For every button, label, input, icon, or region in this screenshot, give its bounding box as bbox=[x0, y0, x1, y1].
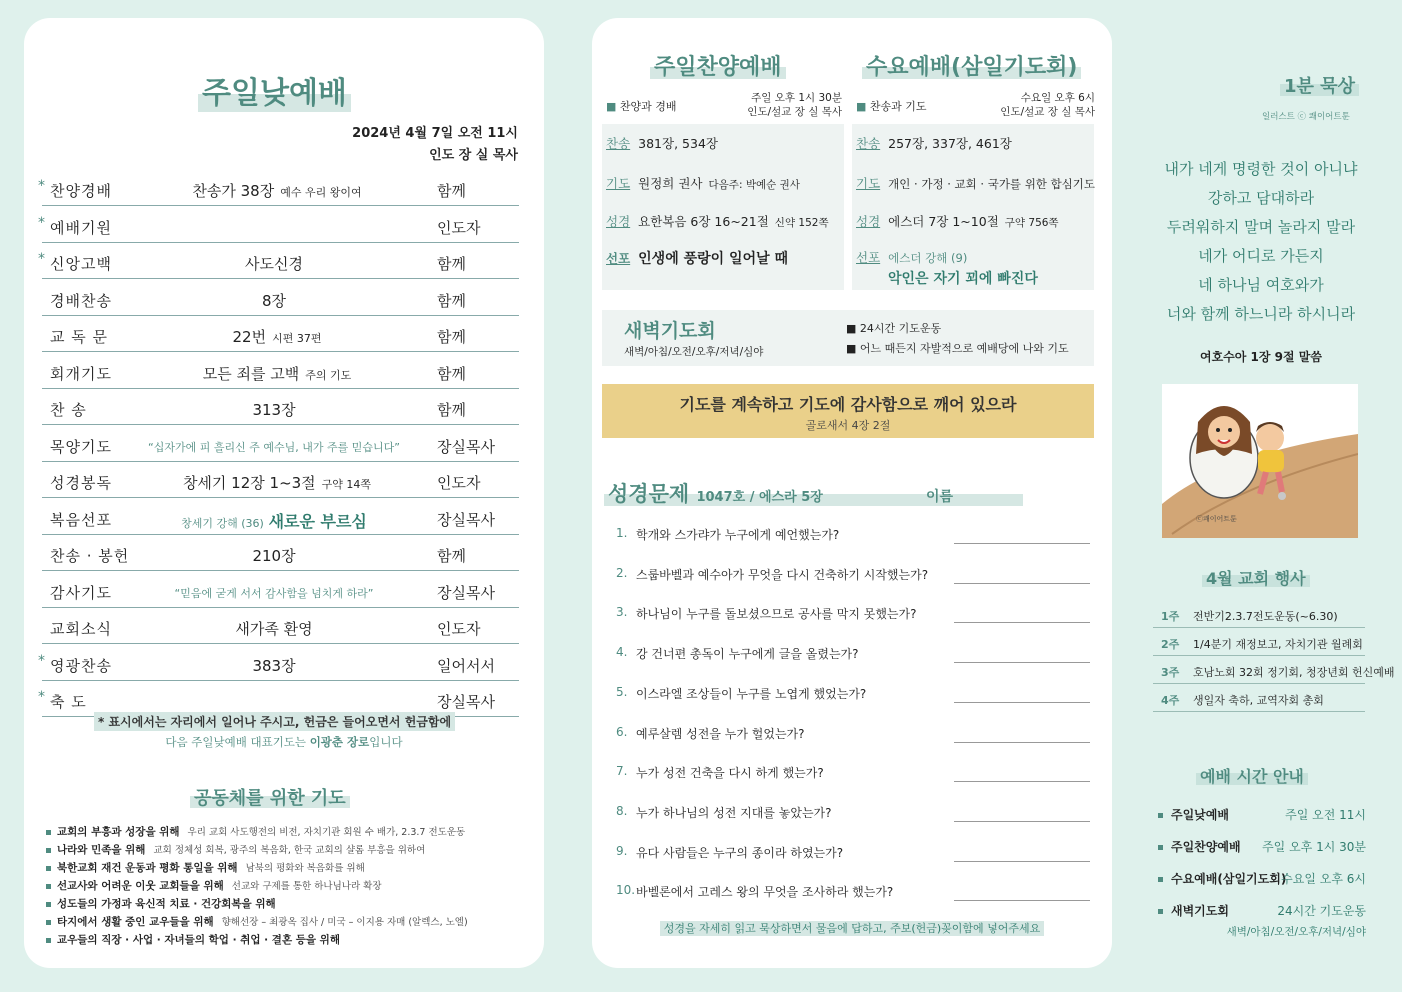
order-sub: 예수 우리 왕이여 bbox=[280, 186, 362, 199]
afternoon-title: 주일찬양예배 bbox=[654, 50, 782, 81]
bullet-icon bbox=[46, 920, 51, 925]
question-number: 5. bbox=[616, 684, 628, 699]
quiz-question bbox=[616, 879, 1090, 907]
quiz-question bbox=[616, 840, 1090, 868]
order-sub: 구약 14쪽 bbox=[321, 478, 372, 491]
next-prayer-note: 다음 주일낮예배 대표기도는 이광춘 장로입니다 bbox=[165, 735, 403, 749]
order-role: 일어서서 bbox=[437, 656, 495, 675]
order-main: 8장 bbox=[261, 291, 287, 310]
order-role: 함께 bbox=[437, 401, 466, 419]
order-content bbox=[142, 618, 412, 639]
quiz-question bbox=[616, 601, 1090, 629]
order-content bbox=[142, 509, 412, 532]
question-text: 예루살렘 성전을 누가 헐었는가? bbox=[636, 726, 805, 741]
service-time: 주일 오후 1시 30분 bbox=[1262, 840, 1366, 854]
verse-line: 두려워하지 말며 놀라지 말라 bbox=[1166, 218, 1356, 236]
wednesday-leader: 인도/설교 장 실 목사 bbox=[1000, 106, 1095, 118]
banner-ref: 골로새서 4장 2절 bbox=[805, 419, 891, 432]
order-label: 축 도 bbox=[50, 693, 87, 711]
prayer-item bbox=[46, 914, 468, 929]
order-content bbox=[142, 655, 412, 676]
dawn-prayer-box bbox=[602, 310, 1094, 366]
stand-marker: * bbox=[38, 689, 45, 705]
order-main: 창세기 12장 1~3절 bbox=[182, 474, 316, 492]
answer-line[interactable] bbox=[954, 742, 1090, 743]
event-text: 생일자 축하, 교역자회 총회 bbox=[1193, 694, 1324, 707]
quiz-question bbox=[616, 800, 1090, 828]
event-text: 1/4분기 재정보고, 자치기관 월례회 bbox=[1193, 638, 1363, 651]
answer-line[interactable] bbox=[954, 861, 1090, 862]
question-number: 3. bbox=[616, 605, 628, 620]
order-content bbox=[142, 691, 412, 709]
order-label: 찬양경배 bbox=[50, 182, 112, 200]
sunday-service-panel bbox=[24, 18, 544, 968]
quiz-question bbox=[616, 681, 1090, 709]
order-main: 찬송가 38장 bbox=[192, 182, 275, 200]
order-role: 인도자 bbox=[437, 218, 481, 237]
dawn-bullet-1: ■ 24시간 기도운동 bbox=[846, 322, 942, 335]
wednesday-box: 찬송 257장, 337장, 461장 기도 개인 · 가정 · 교회 · 국가를 위한 합심기도 성경 에스더 7장 1~10절 구약 756쪽 선포 에스더 강해 (9) 악인은 자기 꾀에 빠진다 bbox=[852, 124, 1094, 290]
afternoon-leader: 인도/설교 장 실 목사 bbox=[747, 106, 842, 118]
event-row bbox=[1153, 658, 1395, 684]
question-number: 2. bbox=[616, 565, 628, 580]
order-role: 인도자 bbox=[437, 474, 481, 492]
order-role: 인도자 bbox=[437, 620, 481, 638]
order-label: 목양기도 bbox=[50, 437, 112, 456]
order-main: “십자가에 피 흘리신 주 예수님, 내가 주를 믿습니다” bbox=[148, 440, 400, 454]
afternoon-time: 주일 오후 1시 30분 bbox=[751, 92, 842, 104]
dawn-title: 새벽기도회 bbox=[624, 320, 716, 342]
quiz-question bbox=[616, 562, 1090, 590]
question-text: 스룹바벨과 예수아가 무엇을 다시 건축하기 시작했는가? bbox=[636, 567, 929, 582]
events-title: 4월 교회 행사 bbox=[1206, 566, 1306, 589]
illustration-credit: 일러스트 ⓒ 쾌이어트툰 bbox=[1262, 112, 1350, 122]
meditation-title: 1분 묵상 bbox=[1284, 72, 1355, 98]
order-content bbox=[142, 290, 412, 311]
quiz-footer: 성경을 자세히 읽고 묵상하면서 물음에 답하고, 주보(헌금)꽂이함에 넣어주세요 bbox=[592, 920, 1112, 936]
order-content bbox=[142, 253, 412, 274]
bullet-icon bbox=[46, 938, 51, 943]
order-role: 장실목사 bbox=[437, 583, 495, 602]
order-role: 함께 bbox=[437, 255, 466, 273]
event-week: 3주 bbox=[1161, 666, 1180, 679]
prayer-detail: 선교와 구제를 통한 하나님나라 확장 bbox=[231, 881, 382, 892]
afternoon-box: 찬송 381장, 534장 기도 원정희 권사 다음주: 박예순 권사 성경 요한복음 6장 16~21절 신약 152쪽 선포 인생에 풍랑이 일어날 때 bbox=[602, 124, 844, 290]
answer-line[interactable] bbox=[954, 900, 1090, 901]
sunday-title: 주일낮예배 bbox=[202, 68, 347, 112]
service-name: 주일찬양예배 bbox=[1171, 840, 1241, 854]
quiz-question bbox=[616, 760, 1090, 788]
order-content bbox=[142, 180, 412, 201]
scripture-banner bbox=[602, 384, 1094, 438]
question-number: 4. bbox=[616, 645, 628, 660]
answer-line[interactable] bbox=[954, 821, 1090, 822]
prayer-detail: 교회 정체성 회복, 광주의 복음화, 한국 교회의 샬롬 부흥을 위하여 bbox=[153, 845, 426, 856]
verse-line: 너와 함께 하느니라 하시니라 bbox=[1166, 305, 1356, 323]
bullet-icon bbox=[46, 848, 51, 853]
wednesday-tag: ■ 찬송과 기도 bbox=[856, 100, 927, 113]
order-role: 함께 bbox=[437, 364, 466, 383]
verse-line: 강하고 담대하라 bbox=[1207, 189, 1315, 207]
verse-line: 네 하나님 여호와가 bbox=[1198, 276, 1324, 294]
prayer-item bbox=[46, 824, 465, 839]
dawn-times-sub: 새벽/아침/오전/오후/저녁/심야 bbox=[1226, 926, 1366, 938]
community-prayer-title: 공동체를 위한 기도 bbox=[194, 784, 346, 810]
service-name: 새벽기도회 bbox=[1171, 904, 1229, 918]
bullet-icon bbox=[1158, 845, 1163, 850]
order-role: 함께 bbox=[437, 182, 466, 200]
prayer-item bbox=[46, 878, 382, 893]
prayer-detail: 향해선장 – 최광옥 집사 / 미국 – 이지용 자매 (알렉스, 노엘) bbox=[221, 917, 468, 928]
quiz-question bbox=[616, 641, 1090, 669]
illustration-credit-small: ⓒ쾌이어트툰 bbox=[1196, 515, 1237, 523]
prayer-title: 교우들의 직장 · 사업 · 자녀들의 학업 · 취업 · 결혼 등을 위해 bbox=[57, 934, 340, 946]
order-row bbox=[42, 543, 519, 571]
dawn-times: 새벽/아침/오전/오후/저녁/심야 bbox=[624, 346, 764, 358]
question-number: 8. bbox=[616, 803, 628, 818]
prayer-title: 북한교회 재건 운동과 평화 통일을 위해 bbox=[57, 862, 238, 874]
question-number: 10. bbox=[616, 883, 636, 898]
order-row bbox=[42, 580, 519, 608]
wednesday-time: 수요일 오후 6시 bbox=[1020, 92, 1095, 104]
order-label: 교 독 문 bbox=[50, 328, 109, 346]
bullet-icon bbox=[1158, 877, 1163, 882]
answer-line[interactable] bbox=[954, 781, 1090, 782]
order-role: 함께 bbox=[437, 328, 466, 346]
quiz-question bbox=[616, 721, 1090, 749]
answer-line[interactable] bbox=[954, 622, 1090, 623]
order-main: “믿음에 굳게 서서 감사함을 넘치게 하라” bbox=[174, 586, 374, 600]
order-role: 장실목사 bbox=[437, 437, 495, 456]
event-week: 4주 bbox=[1161, 694, 1180, 707]
order-row bbox=[42, 434, 519, 462]
question-text: 학개와 스가랴가 누구에게 예언했는가? bbox=[636, 528, 840, 542]
bullet-icon bbox=[1158, 909, 1163, 914]
order-row bbox=[42, 507, 519, 535]
service-time-row bbox=[1158, 902, 1366, 919]
prayer-title: 선교사와 어려운 이웃 교회들을 위해 bbox=[57, 880, 224, 892]
bullet-icon bbox=[46, 866, 51, 871]
service-time-row bbox=[1158, 838, 1366, 855]
service-time: 수요일 오후 6시 bbox=[1281, 872, 1366, 886]
question-text: 이스라엘 조상들이 누구를 노엽게 했었는가? bbox=[636, 686, 867, 701]
prayer-item bbox=[46, 932, 348, 947]
order-label: 찬 송 bbox=[50, 401, 87, 419]
service-time: 24시간 기도운동 bbox=[1277, 904, 1366, 918]
prayer-item bbox=[46, 842, 425, 857]
bulletin-panel-2 bbox=[592, 18, 1112, 968]
order-row bbox=[42, 397, 519, 425]
order-sub: 시편 37편 bbox=[272, 332, 322, 345]
order-row bbox=[42, 288, 519, 316]
order-sub: 주의 기도 bbox=[305, 368, 352, 382]
bullet-icon bbox=[46, 830, 51, 835]
event-week: 2주 bbox=[1161, 638, 1180, 651]
service-date: 2024년 4월 7일 오전 11시 bbox=[352, 126, 518, 141]
times-title: 예배 시간 안내 bbox=[1200, 764, 1304, 787]
order-content bbox=[142, 326, 412, 347]
event-week: 1주 bbox=[1161, 610, 1180, 623]
answer-line[interactable] bbox=[954, 662, 1090, 663]
question-text: 바벨론에서 고레스 왕의 무엇을 조사하라 했는가? bbox=[636, 885, 894, 900]
order-main: 사도신경 bbox=[245, 255, 303, 273]
order-row bbox=[38, 178, 519, 206]
stand-marker: * bbox=[38, 652, 45, 669]
prayer-item bbox=[46, 896, 284, 911]
answer-line[interactable] bbox=[954, 702, 1090, 703]
stand-marker: * bbox=[38, 178, 45, 194]
event-text: 호남노회 32회 정기회, 청장년회 헌신예배 bbox=[1193, 666, 1395, 679]
standing-note: * 표시에서는 자리에서 일어나 주시고, 헌금은 들어오면서 헌금함에 bbox=[94, 712, 455, 731]
service-time-row bbox=[1158, 870, 1366, 887]
jesus-illustration bbox=[1162, 384, 1358, 538]
order-label: 영광찬송 bbox=[50, 656, 112, 675]
question-text: 강 건너편 총독이 누구에게 글을 올렸는가? bbox=[636, 647, 859, 662]
order-label: 복음선포 bbox=[50, 510, 112, 529]
order-label: 찬송 · 봉헌 bbox=[50, 547, 130, 565]
service-time: 주일 오전 11시 bbox=[1285, 808, 1366, 822]
order-label: 교회소식 bbox=[50, 620, 112, 638]
verse-line: 네가 어디로 가든지 bbox=[1198, 247, 1324, 265]
prayer-title: 나라와 민족을 위해 bbox=[57, 844, 146, 856]
event-row bbox=[1153, 686, 1365, 712]
wednesday-title: 수요예배(삼일기도회) bbox=[866, 50, 1077, 81]
question-number: 6. bbox=[616, 724, 628, 739]
order-row bbox=[42, 361, 519, 389]
order-row bbox=[38, 652, 519, 681]
quiz-title: 성경문제 1047호 / 에스라 5장 bbox=[608, 478, 823, 508]
service-leader: 인도 장 실 목사 bbox=[429, 148, 518, 163]
afternoon-tag: ■ 찬양과 경배 bbox=[606, 100, 677, 113]
order-content bbox=[142, 399, 412, 420]
order-content bbox=[142, 472, 412, 493]
bullet-icon bbox=[46, 884, 51, 889]
sermon-title: 새로운 부르심 bbox=[268, 511, 367, 531]
order-role: 장실목사 bbox=[437, 693, 495, 711]
bullet-icon bbox=[1158, 813, 1163, 818]
order-label: 성경봉독 bbox=[50, 474, 112, 492]
prayer-item bbox=[46, 860, 365, 875]
order-label: 경배찬송 bbox=[50, 291, 112, 310]
quiz-name-label: 이름 bbox=[926, 489, 954, 505]
verse-line: 내가 네게 명령한 것이 아니냐 bbox=[1164, 160, 1358, 178]
service-time-row bbox=[1158, 806, 1366, 823]
event-text: 전반기2.3.7전도운동(~6.30) bbox=[1193, 610, 1338, 623]
answer-line[interactable] bbox=[954, 583, 1090, 584]
order-label: 신앙고백 bbox=[50, 255, 112, 273]
stand-marker: * bbox=[38, 214, 45, 231]
order-main: 210장 bbox=[252, 547, 296, 565]
prayer-title: 타지에서 생활 중인 교우들을 위해 bbox=[57, 916, 214, 928]
question-text: 하나님이 누구를 돌보셨으므로 공사를 막지 못했는가? bbox=[636, 607, 917, 622]
question-text: 유다 사람들은 누구의 종이라 하였는가? bbox=[636, 845, 844, 860]
order-row bbox=[42, 616, 519, 644]
answer-line[interactable] bbox=[954, 543, 1090, 544]
order-role: 함께 bbox=[437, 547, 466, 565]
service-name: 수요예배(삼일기도회) bbox=[1171, 872, 1287, 886]
order-main: 새가족 환영 bbox=[235, 620, 313, 638]
order-role: 함께 bbox=[437, 291, 466, 310]
order-label: 감사기도 bbox=[50, 583, 112, 602]
stand-marker: * bbox=[38, 251, 45, 267]
sermon-series: 창세기 강해 (36) bbox=[181, 516, 264, 530]
meditation-ref: 여호수아 1장 9절 말씀 bbox=[1200, 350, 1322, 364]
question-text: 누가 성전 건축을 다시 하게 했는가? bbox=[636, 766, 824, 781]
order-main: 313장 bbox=[252, 401, 296, 419]
question-number: 1. bbox=[616, 526, 628, 540]
order-role: 장실목사 bbox=[437, 510, 495, 529]
order-row bbox=[38, 251, 519, 279]
event-row bbox=[1153, 630, 1365, 656]
question-number: 9. bbox=[616, 843, 628, 858]
dawn-bullet-2: ■ 어느 때든지 자발적으로 예배당에 나와 기도 bbox=[846, 342, 1069, 355]
prayer-detail: 우리 교회 사도행전의 비전, 자치기관 회원 수 배가, 2.3.7 전도운동 bbox=[187, 827, 466, 838]
order-main: 22번 bbox=[232, 328, 267, 346]
question-text: 누가 하나님의 성전 지대를 놓았는가? bbox=[636, 805, 832, 820]
order-content bbox=[142, 217, 412, 235]
order-label: 회개기도 bbox=[50, 364, 112, 383]
order-main: 383장 bbox=[252, 656, 296, 675]
order-content bbox=[142, 545, 412, 566]
order-main: 모든 죄를 고백 bbox=[202, 364, 300, 383]
quiz-question bbox=[616, 522, 1090, 550]
prayer-title: 교회의 부흥과 성장을 위해 bbox=[57, 826, 180, 838]
bullet-icon bbox=[46, 902, 51, 907]
banner-verse: 기도를 계속하고 기도에 감사함으로 깨어 있으라 bbox=[679, 395, 1017, 414]
prayer-title: 성도들의 가정과 육신적 치료 · 건강회복을 위해 bbox=[57, 898, 276, 910]
service-name: 주일낮예배 bbox=[1171, 808, 1229, 822]
order-label: 예배기원 bbox=[50, 218, 112, 237]
order-content bbox=[142, 585, 412, 601]
order-row bbox=[42, 324, 519, 352]
order-content bbox=[142, 439, 412, 455]
order-row bbox=[42, 470, 519, 498]
question-number: 7. bbox=[616, 764, 628, 779]
order-content bbox=[142, 363, 412, 384]
prayer-detail: 남북의 평화와 복음화를 위해 bbox=[245, 863, 365, 874]
order-row bbox=[38, 214, 519, 243]
event-row bbox=[1153, 602, 1365, 628]
